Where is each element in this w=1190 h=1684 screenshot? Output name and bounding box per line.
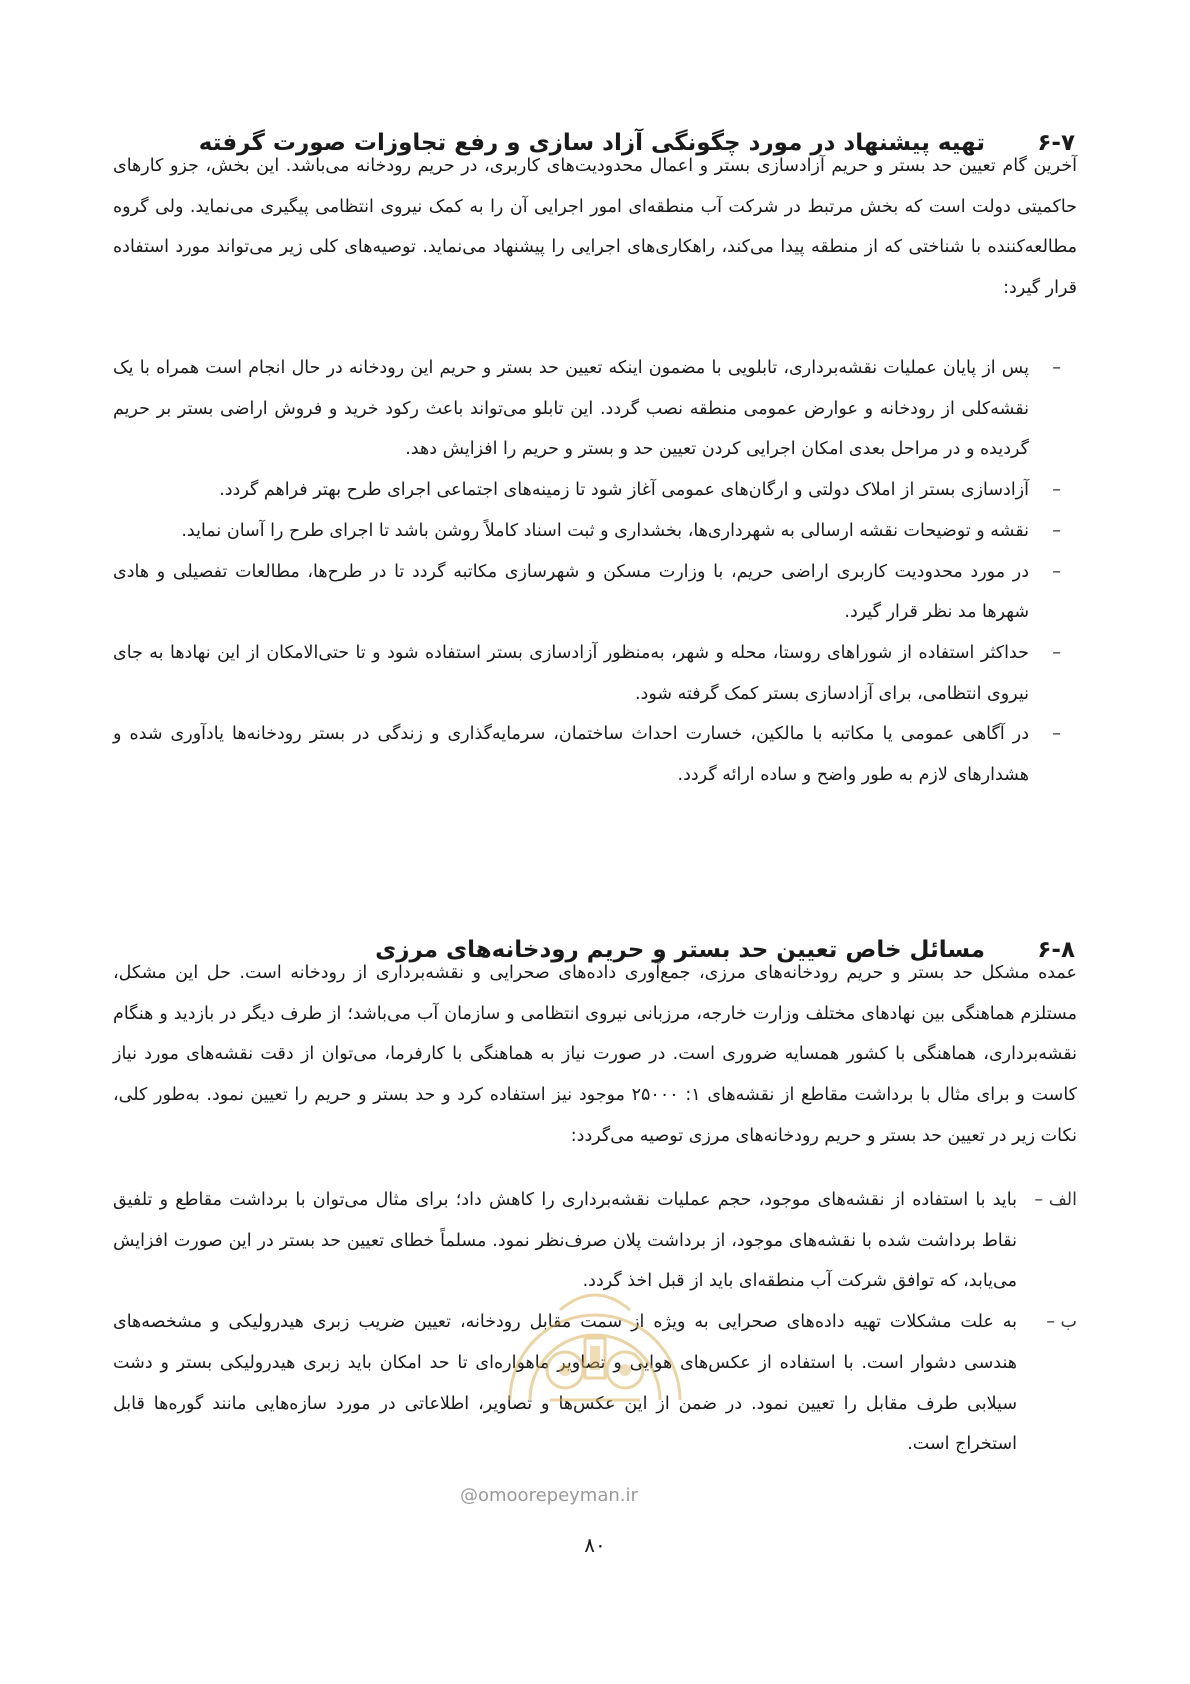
- bullet-dash: –: [1052, 358, 1061, 378]
- bullet-dash: –: [1052, 520, 1061, 541]
- list-item-text: نقشه و توضیحات نقشه ارسالی به شهرداری‌ها، بخشداری و ثبت اسناد کاملاً روشن باشد تا اجرای طرح را آسان نماید.: [181, 520, 1029, 541]
- section-title: مسائل خاص تعیین حد بستر و حریم رودخانه‌های مرزی: [375, 937, 985, 963]
- list-item-text: باید با استفاده از نقشه‌های موجود، حجم عملیات نقشه‌برداری را کاهش داد؛ برای مثال می‌توان با برداشت مقاطع و تلفیق نقاط برداشت شده با نقشه‌های موجود، از برداشت پلان صرف‌نظر نمود. مسلماً خطای تعیین حد بستر در این صورت افزایش می‌یابد، که توافق شرکت آب منطقه‌ای باید از قبل اخذ گردد.: [113, 1190, 1017, 1292]
- list-item-text: پس از پایان عملیات نقشه‌برداری، تابلویی با مضمون اینکه تعیین حد بستر و حریم این رودخانه در حال انجام است همراه با یک نقشه‌کلی از رودخانه و عوارض عمومی منطقه نصب گردد. این تابلو می‌تواند باعث رکود خرید و فروش اراضی بستر بر حریم گردیده و در مراحل بعدی امکان اجرایی کردن تعیین حد و بستر و حریم را افزایش دهد.: [113, 358, 1029, 460]
- list-item: [113, 470, 1077, 511]
- bullet-dash: –: [1052, 561, 1061, 582]
- list-item-text: حداکثر استفاده از شوراهای روستا، محله و شهر، به‌منظور آزادسازی بستر استفاده شود و تا حتی‌الامکان از این نهادها به جای نیروی انتظامی، برای آزادسازی بستر کمک گرفته شود.: [113, 642, 1029, 704]
- page-number: ۸۰: [584, 1533, 606, 1557]
- item-letter: ب –: [1046, 1312, 1077, 1333]
- list-item-text: در آگاهی عمومی یا مکاتبه با مالکین، خسارت احداث ساختمان، سرمایه‌گذاری و زندگی در بستر رودخانه‌ها یادآوری شده و هشدارهای لازم به طور واضح و ساده ارائه گردد.: [113, 724, 1029, 786]
- list-item: [113, 552, 1077, 633]
- list-item-text: آزادسازی بستر از املاک دولتی و ارگان‌های عمومی آغاز شود تا زمینه‌های اجتماعی اجرای طرح بهتر فراهم گردد.: [219, 480, 1029, 501]
- list-item-text: در مورد محدودیت کاربری اراضی حریم، با وزارت مسکن و شهرسازی مکاتبه گردد تا در طرح‌ها، مطالعات تفصیلی و هادی شهرها مد نظر قرار گیرد.: [113, 561, 1029, 623]
- item-letter: الف –: [1034, 1190, 1077, 1210]
- recommendations-list: [113, 348, 1077, 796]
- section-number: ۶-۸: [1037, 937, 1075, 963]
- bullet-dash: –: [1052, 480, 1061, 501]
- section-intro-paragraph: آخرین گام تعیین حد بستر و حریم آزادسازی بستر و اعمال محدودیت‌های کاربری، در حریم رودخانه می‌باشد. این بخش، جزو کارهای حاکمیتی دولت است که بخش مرتبط در شرکت آب منطقه‌ای امور اجرایی آن را به کمک نیروی انتظامی پیگیری می‌نماید. ولی گروه مطالعه‌کننده با شناختی که از منطقه پیدا می‌کند، راهکاری‌های اجرایی را پیشنهاد می‌نماید. توصیه‌های کلی زیر می‌تواند مورد استفاده قرار گیرد:: [113, 156, 1077, 299]
- list-item: [113, 633, 1077, 714]
- section-number: ۶-۷: [1037, 130, 1075, 156]
- bullet-dash: –: [1052, 642, 1061, 663]
- section-intro-paragraph: عمده مشکل حد بستر و حریم رودخانه‌های مرزی، جمع‌آوری داده‌های صحرایی و نقشه‌برداری از رودخانه است. حل این مشکل، مستلزم هماهنگی بین نهادهای مختلف وزارت خارجه، مرزبانی نیروی انتظامی و سازمان آب می‌باشد؛ از طرف دیگر در بازدید و هنگام نقشه‌برداری، هماهنگی با کشور همسایه ضروری است. در صورت نیاز به هماهنگی با کارفرما، می‌توان از دقت نقشه‌های مورد نیاز کاست و برای مثال با برداشت مقاطع از نقشه‌های ۱: ۲۵۰۰۰ موجود نیز استفاده کرد و حد بستر و حریم را تعیین نمود. به‌طور کلی، نکات زیر در تعیین حد بستر و حریم رودخانه‌های مرزی توصیه می‌گردد:: [113, 963, 1077, 1146]
- watermark-logo-icon: [470, 1250, 720, 1420]
- list-item-text: به علت مشکلات تهیه داده‌های صحرایی به ویژه از سمت مقابل رودخانه، تعیین ضریب زبری هیدرولیکی و مشخصه‌های هندسی دشوار است. با استفاده از عکس‌های هوایی و تصاویر ماهواره‌ای تا حد امکان باید زبری هیدرولیکی بستر و دشت سیلابی طرف مقابل را تعیین نمود. در ضمن از این عکس‌ها و تصاویر، اطلاعاتی در مورد سازه‌هایی مانند گوره‌ها قابل استخراج است.: [113, 1312, 1017, 1455]
- watermark-site-text: @omoorepeyman.ir: [460, 1485, 638, 1506]
- list-item: [113, 348, 1077, 470]
- section-title: تهیه پیشنهاد در مورد چگونگی آزاد سازی و رفع تجاوزات صورت گرفته: [198, 130, 985, 156]
- list-item: [113, 511, 1077, 552]
- list-item: [113, 714, 1077, 795]
- bullet-dash: –: [1052, 724, 1061, 745]
